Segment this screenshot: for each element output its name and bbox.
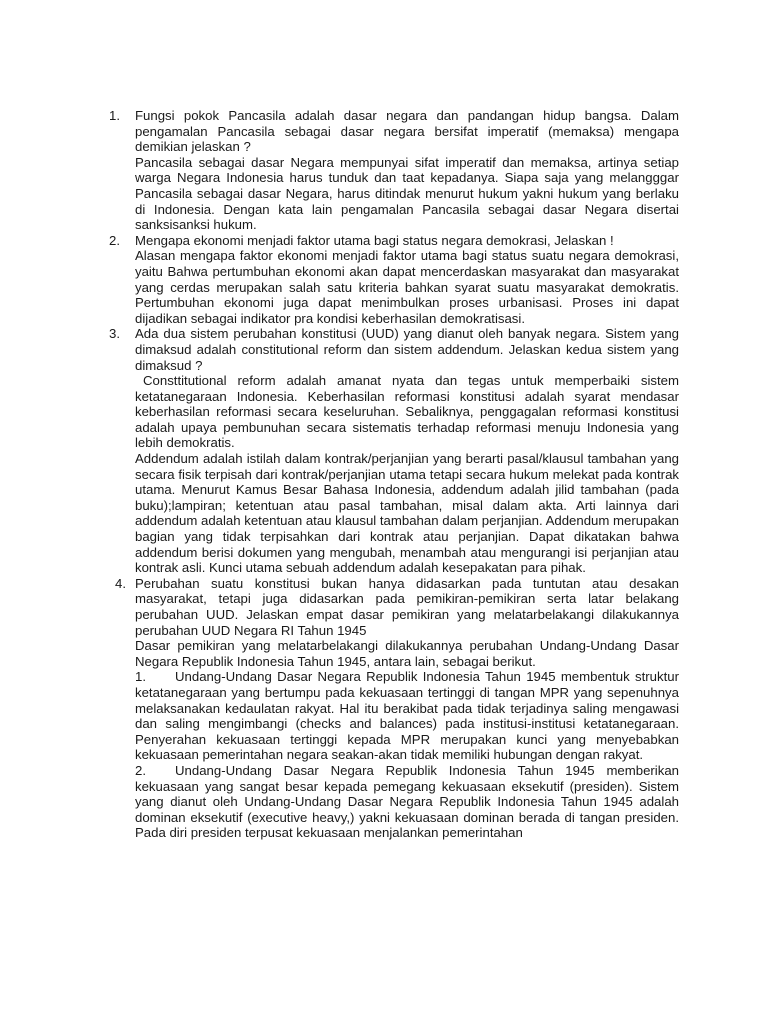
list-item-1 <box>109 108 679 233</box>
list-item-number: 4. <box>115 575 126 591</box>
sub-point-1 <box>135 669 679 763</box>
list-item-number: 2. <box>109 232 120 248</box>
list-item-3 <box>109 326 679 576</box>
list-item-number: 3. <box>109 326 120 342</box>
question-text: Mengapa ekonomi menjadi faktor utama bagi status negara demokrasi, Jelaskan ! <box>135 232 614 248</box>
answer-text: Pancasila sebagai dasar Negara mempunyai sifat imperatif dan memaksa, artinya setiap warga Negara Indonesia harus tunduk dan taat kepadanya. Siapa saja yang melangggar Pancasila sebagai dasar Negara, harus ditindak menurut hukum yakni hukum yang berlaku di Indonesia. Dengan kata lain pengamalan Pancasila sebagai dasar Negara disertai sanksisanksi hukum. <box>135 154 679 233</box>
list-item-4 <box>109 576 679 841</box>
sub-point-number: 1. <box>135 669 146 685</box>
list-item-number: 1. <box>109 108 120 123</box>
question-text: Fungsi pokok Pancasila adalah dasar negara dan pandangan hidup bangsa. Dalam pengamalan Pancasila sebagai dasar negara bersifat imperatif (memaksa) mengapa demikian jelaskan ? <box>135 108 679 155</box>
sub-point-2 <box>135 763 679 841</box>
document-body <box>109 108 679 841</box>
answer-text: Alasan mengapa faktor ekonomi menjadi faktor utama bagi status suatu negara demokrasi, yaitu Bahwa pertumbuhan ekonomi akan dapat mencerdaskan masyarakat dan masyarakat yang cerdas merupakan salah satu kriteria bahkan syarat suatu masyarakat demokratis. Pertumbuhan ekonomi juga dapat menimbulkan proses urbanisasi. Proses ini dapat dijadikan sebagai indikator pra kondisi keberhasilan demokratisasi. <box>135 248 679 326</box>
sub-point-text: Undang-Undang Dasar Negara Republik Indonesia Tahun 1945 membentuk struktur ketatanegaraan yang bertumpu pada kekuasaan tertinggi di tangan MPR yang sepenuhnya melaksanakan kedaulatan rakyat. Hal itu berakibat pada tidak terjadinya saling mengawasi dan saling mengimbangi (checks and balances) pada institusi-institusi ketatanegaraan. Penyerahan kekuasaan tertinggi kepada MPR merupakan kunci yang menyebabkan kekuasaan pemerintahan negara seakan-akan tidak memiliki hubungan dengan rakyat. <box>135 669 679 763</box>
question-text: Perubahan suatu konstitusi bukan hanya didasarkan pada tuntutan atau desakan masyarakat, tetapi juga didasarkan pada pemikiran-pemikiran serta latar belakang perubahan UUD. Jelaskan empat dasar pemikiran yang melatarbelakangi dilakukannya perubahan UUD Negara RI Tahun 1945 <box>135 575 679 638</box>
sub-point-number: 2. <box>135 762 146 778</box>
answer-constitutional-reform: Consttitutional reform adalah amanat nyata dan tegas untuk memperbaiki sistem ketatanegaraan Indonesia. Keberhasilan reformasi konstitusi adalah syarat mendasar keberhasilan reformasi secara keseluruhan. Sebaliknya, penggagalan reformasi konstitusi adalah upaya pembunuhan secara sistematis terhadap reformasi menuju Indonesia yang lebih demokratis. <box>135 373 679 451</box>
sub-point-text: Undang-Undang Dasar Negara Republik Indonesia Tahun 1945 memberikan kekuasaan yang sangat besar kepada pemegang kekuasaan eksekutif (presiden). Sistem yang dianut oleh Undang-Undang Dasar Negara Republik Indonesia Tahun 1945 adalah dominan eksekutif (executive heavy,) yakni kekuasaan dominan berada di tangan presiden. Pada diri presiden terpusat kekuasaan menjalankan pemerintahan <box>135 762 679 841</box>
answer-intro: Dasar pemikiran yang melatarbelakangi dilakukannya perubahan Undang-Undang Dasar Negara Republik Indonesia Tahun 1945, antara lain, sebagai berikut. <box>135 638 679 669</box>
list-item-2 <box>109 233 679 327</box>
question-text: Ada dua sistem perubahan konstitusi (UUD) yang dianut oleh banyak negara. Sistem yang dimaksud adalah constitutional reform dan sistem addendum. Jelaskan kedua sistem yang dimaksud ? <box>135 326 679 373</box>
answer-addendum: Addendum adalah istilah dalam kontrak/perjanjian yang berarti pasal/klausul tambahan yang secara fisik terpisah dari kontrak/perjanjian utama tetapi secara hukum melekat pada kontrak utama. Menurut Kamus Besar Bahasa Indonesia, addendum adalah jilid tambahan (pada buku);lampiran; ketentuan atau pasal tambahan, misal dalam akta. Arti lainnya dari addendum adalah ketentuan atau klausul tambahan dalam perjanjian. Addendum merupakan bagian yang tidak terpisahkan dari kontrak atau perjanjian. Dapat dikatakan bahwa addendum berisi dokumen yang mengubah, menambah atau mengurangi isi perjanjian atau kontrak asli. Kunci utama sebuah addendum adalah kesepakatan para pihak. <box>135 451 680 576</box>
